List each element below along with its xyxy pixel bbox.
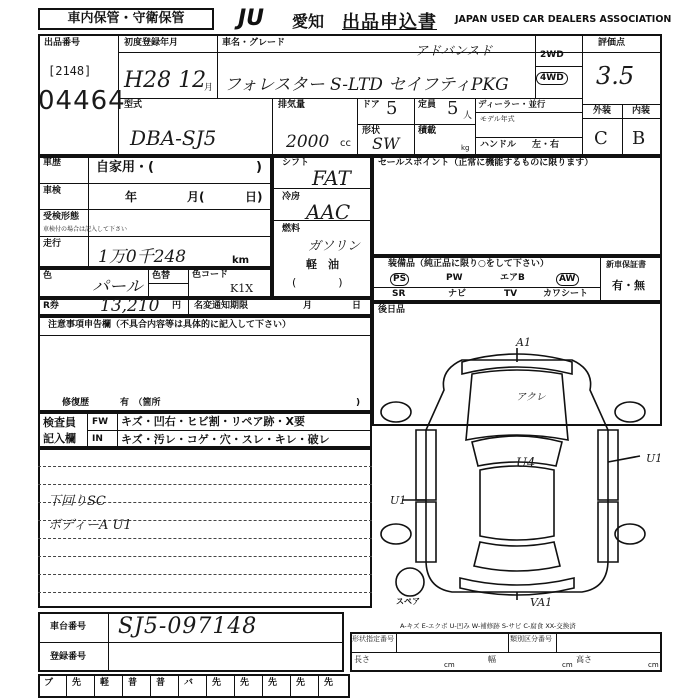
equip-navi: ナビ — [448, 289, 467, 299]
doors-value: 5 — [386, 98, 398, 119]
inspector-note-1: 下回りSC — [48, 494, 106, 509]
sales-point-label: セールスポイント（正常に機能するものに限ります） — [378, 158, 594, 168]
r-ticket-unit: 円 — [172, 301, 182, 311]
org-name: 愛知 — [292, 12, 325, 31]
car-name-label: 車名・グレード — [222, 38, 286, 48]
displacement-label: 排気量 — [278, 100, 306, 110]
capacity-value: 5 — [447, 98, 459, 119]
aircon-value: AAC — [306, 200, 351, 224]
handle-label: ハンドル — [480, 140, 517, 150]
mileage-value: 1万0千248 — [98, 247, 187, 267]
mileage-unit: km — [232, 255, 250, 266]
spec-label-2: 類別区分番号 — [510, 635, 552, 643]
dealer-label: ディーラー・並行 — [478, 100, 546, 110]
bottom-cell-3: 軽 — [100, 678, 110, 688]
aircon-label: 冷房 — [282, 192, 301, 202]
capacity-label: 定員 — [418, 100, 437, 110]
after-items-label: 後日品 — [378, 305, 406, 315]
fuel-value: ガソリン — [308, 239, 361, 254]
bottom-cell-10: 先 — [296, 678, 306, 688]
ju-logo: JU — [238, 6, 265, 31]
history-label: 車歴 — [43, 158, 62, 168]
diagram-u1-right: U1 — [646, 452, 663, 465]
shaken-year: 年 — [125, 190, 138, 204]
notes-label: 注意事項申告欄（不具合内容等は具体的に記入して下さい） — [48, 320, 292, 330]
shift-label: シフト — [282, 158, 310, 168]
fuel-diesel: 軽 油 — [306, 258, 339, 271]
diagram-wheel-fl — [381, 402, 411, 422]
repair-label: 修復歴 — [62, 398, 90, 408]
fw-text: キズ・凹右・ヒビ割・リペア跡・X要 — [121, 415, 306, 428]
bottom-cell-4: 普 — [128, 678, 138, 688]
equip-aw: AW — [556, 273, 579, 286]
diagram-va1: VA1 — [530, 596, 553, 609]
shift-value: FAT — [312, 166, 351, 190]
reg-year-unit: 月 — [204, 83, 214, 93]
name-change-label: 名変通知期限 — [194, 301, 249, 311]
bottom-cell-11: 先 — [324, 678, 334, 688]
diagram-a1: A1 — [516, 336, 531, 349]
displacement-unit: cc — [340, 138, 351, 149]
diagram-wheel-rr — [615, 524, 645, 544]
diagram-u4: U4 — [516, 456, 536, 471]
diagram-spare-tire — [396, 568, 424, 596]
lot-sub-number: [2148] — [48, 64, 92, 78]
displacement-value: 2000 — [286, 132, 330, 152]
in-text: キズ・汚レ・コゲ・穴・スレ・キレ・破レ — [121, 433, 330, 446]
in-label: IN — [92, 434, 103, 444]
spec-length-unit: cm — [444, 661, 455, 669]
score-label: 評価点 — [598, 38, 626, 48]
inspector-label: 検査員 — [43, 416, 76, 429]
color-code-label: 色コード — [192, 270, 229, 280]
warranty-label: 新車保証書 — [606, 260, 646, 269]
repair-value: 有 （箇所 — [120, 398, 161, 408]
spec-height-unit: cm — [648, 661, 659, 669]
diagram-u1-left: U1 — [390, 494, 407, 507]
r-ticket-value: 13,210 — [100, 296, 160, 316]
shape-value: SW — [372, 134, 400, 153]
spec-length: 長さ — [354, 655, 370, 664]
bottom-cell-9: 先 — [268, 678, 278, 688]
equip-airbag: エアB — [500, 273, 525, 283]
diagram-hood — [466, 370, 568, 440]
name-change-day: 日 — [352, 301, 362, 311]
diagram-wheel-fr — [615, 402, 645, 422]
model-year-label: モデル年式 — [480, 115, 515, 123]
drive-2wd: 2WD — [540, 50, 564, 60]
doors-label: ドア — [362, 100, 380, 110]
equip-tv: TV — [504, 289, 518, 299]
diagram-roof — [480, 466, 554, 540]
interior-label: 内装 — [632, 106, 651, 116]
shape-label: 形状 — [362, 126, 381, 136]
diagram-rear-window — [474, 542, 560, 571]
mileage-label: 走行 — [43, 239, 62, 249]
reg-year-value: H28 12 — [124, 68, 207, 93]
name-change-month: 月 — [303, 301, 313, 311]
bottom-cell-7: 先 — [212, 678, 222, 688]
registration-label: 登録番号 — [50, 652, 87, 662]
color-label: 色 — [43, 271, 53, 281]
fuel-bracket: ( ) — [292, 276, 343, 289]
spec-label-1: 形状指定番号 — [352, 635, 394, 643]
repair-close: ) — [356, 398, 361, 408]
diagram-pointer-u1-right — [608, 456, 640, 462]
reg-year-label: 初度登録年月 — [124, 38, 179, 48]
fuel-label: 燃料 — [282, 224, 301, 234]
lot-number: 04464 — [38, 86, 126, 116]
header — [0, 6, 700, 32]
inspector-sub: 記入欄 — [43, 432, 76, 445]
car-name-value: フォレスター S-LTD セイフティPKG — [224, 75, 509, 95]
form-title: 出品申込書 — [342, 12, 437, 33]
model-value: DBA-SJ5 — [130, 126, 217, 150]
score-value: 3.5 — [596, 62, 635, 90]
sales-point-block — [372, 156, 662, 256]
chassis-value: SJ5-097148 — [118, 614, 258, 639]
shaken-label: 車検 — [43, 186, 62, 196]
equip-sr: SR — [392, 289, 406, 299]
bottom-cell-1: ブ — [44, 678, 54, 688]
equip-leather: カワシート — [543, 289, 589, 299]
storage-tag: 車内保管・守衛保管 — [38, 8, 214, 30]
history-value: 自家用・( — [96, 160, 154, 175]
equip-ps: PS — [390, 273, 409, 286]
shaken-day: 日) — [245, 190, 263, 204]
color-change-label: 色替 — [152, 271, 171, 281]
warranty-value: 有・無 — [612, 279, 645, 292]
bottom-cell-2: 先 — [72, 678, 82, 688]
car-grade-extra: アドバンスド — [415, 44, 493, 59]
lot-number-label: 出品番号 — [44, 38, 81, 48]
jukenpo-label: 受検形態 — [43, 212, 80, 222]
history-close: ) — [256, 160, 262, 175]
capacity-unit: 人 — [463, 111, 473, 121]
bottom-cell-6: バ — [184, 678, 194, 688]
equipment-label: 装備品（純正品に限り○をして下さい） — [388, 259, 549, 269]
load-label: 積載 — [418, 126, 437, 136]
shaken-month: 月( — [187, 190, 205, 204]
diagram-wheel-rl — [381, 524, 411, 544]
spec-width-unit: cm — [562, 661, 573, 669]
jukenpo-sub: 車検付の場合は記入して下さい — [43, 226, 128, 233]
bottom-cell-5: 普 — [156, 678, 166, 688]
diagram-spare-label: スペア — [396, 597, 420, 606]
model-label: 型式 — [124, 100, 143, 110]
exterior-label: 外装 — [593, 106, 612, 116]
equip-pw: PW — [446, 273, 463, 283]
fw-label: FW — [92, 417, 109, 427]
interior-grade: B — [632, 128, 646, 149]
org-name-en: JAPAN USED CAR DEALERS ASSOCIATION — [455, 14, 672, 25]
color-value: パール — [92, 277, 143, 297]
exterior-grade: C — [594, 128, 608, 149]
inspector-note-2: ボディーA U1 — [48, 518, 132, 533]
drive-4wd: 4WD — [536, 72, 568, 85]
damage-legend: A-キズ E-エクボ U-凹み W-補修跡 S-サビ C-腐食 XX-交換済 — [400, 622, 576, 630]
spec-height: 高さ — [576, 655, 592, 664]
color-code-value: K1X — [230, 282, 254, 295]
spec-width: 幅 — [488, 655, 496, 664]
chassis-label: 車台番号 — [50, 622, 87, 632]
load-unit: kg — [461, 144, 470, 152]
handle-options: 左・右 — [532, 140, 560, 150]
bottom-cell-8: 先 — [240, 678, 250, 688]
diagram-hood-note: アクレ — [516, 392, 546, 403]
r-ticket-label: R券 — [43, 301, 59, 311]
